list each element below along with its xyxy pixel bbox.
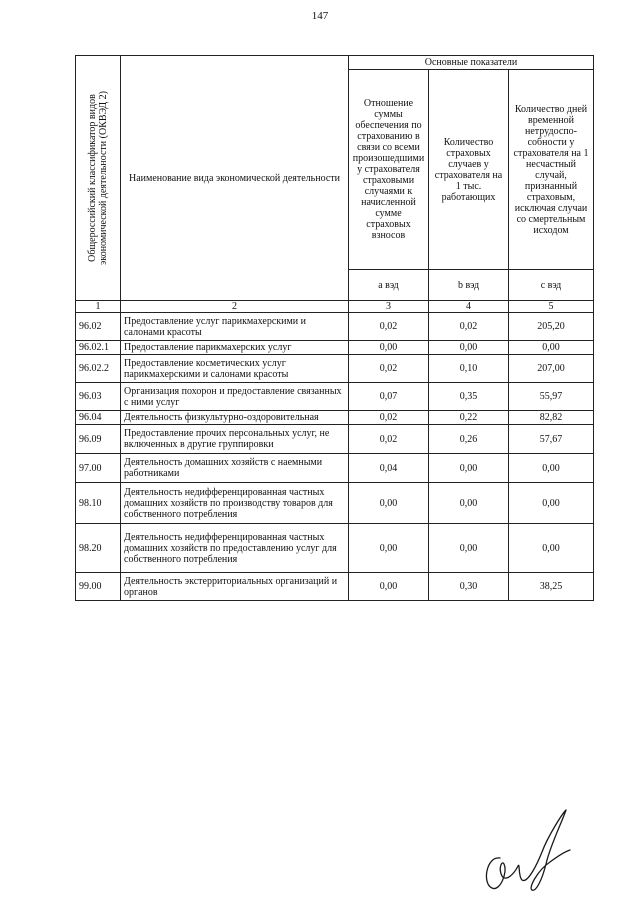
activity-name: Предоставление парикмахерских услуг [121, 341, 349, 355]
okved-code: 97.00 [76, 454, 121, 483]
value-b: 0,00 [429, 483, 509, 524]
value-b: 0,35 [429, 383, 509, 411]
activity-name: Предоставление услуг парикмахерскими и салонами красоты [121, 313, 349, 341]
col-number: 4 [429, 301, 509, 313]
table-row [76, 425, 594, 454]
value-c: 82,82 [509, 411, 594, 425]
value-c: 0,00 [509, 483, 594, 524]
table-row [76, 524, 594, 573]
activity-name: Деятельность физкультурно-оздоровительная [121, 411, 349, 425]
value-c: 38,25 [509, 573, 594, 601]
value-c: 207,00 [509, 355, 594, 383]
table-row [76, 341, 594, 355]
value-a: 0,02 [349, 411, 429, 425]
col-b-symbol: b вэд [429, 270, 509, 301]
value-c: 0,00 [509, 341, 594, 355]
value-a: 0,00 [349, 524, 429, 573]
value-a: 0,00 [349, 483, 429, 524]
value-a: 0,02 [349, 355, 429, 383]
value-a: 0,02 [349, 425, 429, 454]
value-a: 0,00 [349, 341, 429, 355]
value-a: 0,02 [349, 313, 429, 341]
col-number: 5 [509, 301, 594, 313]
col-a-header: Отношение суммы обеспечения по страхованию в связи со всеми произошедшими у страхователя страховыми случаями к начисленной сумме страховых взносов [349, 70, 429, 270]
column-numbers-row [76, 301, 594, 313]
main-indicators-header: Основные показатели [349, 56, 594, 70]
col-c-header: Количество дней временной нетрудоспо-собности у страхователя на 1 несчастный случай, признанный страховым, исключая случаи со смертельным исходом [509, 70, 594, 270]
table-row [76, 483, 594, 524]
col-b-header: Количество страховых случаев у страхователя на 1 тыс. работающих [429, 70, 509, 270]
value-c: 205,20 [509, 313, 594, 341]
col-a-symbol: a вэд [349, 270, 429, 301]
table-row [76, 411, 594, 425]
okved-code: 96.03 [76, 383, 121, 411]
value-c: 55,97 [509, 383, 594, 411]
value-b: 0,00 [429, 524, 509, 573]
okved-code: 96.09 [76, 425, 121, 454]
page-number: 147 [311, 10, 329, 22]
value-b: 0,22 [429, 411, 509, 425]
table-row [76, 355, 594, 383]
activity-name: Деятельность домашних хозяйств с наемными работниками [121, 454, 349, 483]
okved-code: 96.02.2 [76, 355, 121, 383]
activity-name: Организация похорон и предоставление связанных с ними услуг [121, 383, 349, 411]
table-row [76, 313, 594, 341]
col-number: 3 [349, 301, 429, 313]
activity-name: Деятельность недифференцированная частных домашних хозяйств по предоставлению услуг для собственного потребления [121, 524, 349, 573]
value-c: 0,00 [509, 524, 594, 573]
col-c-symbol: c вэд [509, 270, 594, 301]
value-a: 0,04 [349, 454, 429, 483]
okved-code: 98.20 [76, 524, 121, 573]
value-c: 0,00 [509, 454, 594, 483]
okved-code: 99.00 [76, 573, 121, 601]
col-number: 2 [121, 301, 349, 313]
activity-header-text: Наименование вида экономической деятельности [129, 172, 340, 184]
okved-code: 96.02.1 [76, 341, 121, 355]
table-row [76, 383, 594, 411]
value-b: 0,10 [429, 355, 509, 383]
indicators-table [75, 55, 594, 601]
value-b: 0,02 [429, 313, 509, 341]
okved-header-text: Общероссийский классификатор видов экономической деятельности (ОКВЭД 2) [87, 91, 109, 265]
value-b: 0,30 [429, 573, 509, 601]
table-row [76, 454, 594, 483]
value-b: 0,26 [429, 425, 509, 454]
signature-mark [478, 806, 578, 896]
value-a: 0,00 [349, 573, 429, 601]
activity-name: Предоставление прочих персональных услуг, не включенных в другие группировки [121, 425, 349, 454]
activity-name: Деятельность недифференцированная частных домашних хозяйств по производству товаров для собственного потребления [121, 483, 349, 524]
value-c: 57,67 [509, 425, 594, 454]
okved-code: 96.02 [76, 313, 121, 341]
value-b: 0,00 [429, 341, 509, 355]
col-number: 1 [76, 301, 121, 313]
value-a: 0,07 [349, 383, 429, 411]
okved-header [76, 56, 121, 301]
activity-name: Деятельность экстерриториальных организаций и органов [121, 573, 349, 601]
okved-code: 96.04 [76, 411, 121, 425]
table-row [76, 573, 594, 601]
okved-code: 98.10 [76, 483, 121, 524]
value-b: 0,00 [429, 454, 509, 483]
activity-name: Предоставление косметических услуг парикмахерскими и салонами красоты [121, 355, 349, 383]
activity-header [121, 56, 349, 301]
